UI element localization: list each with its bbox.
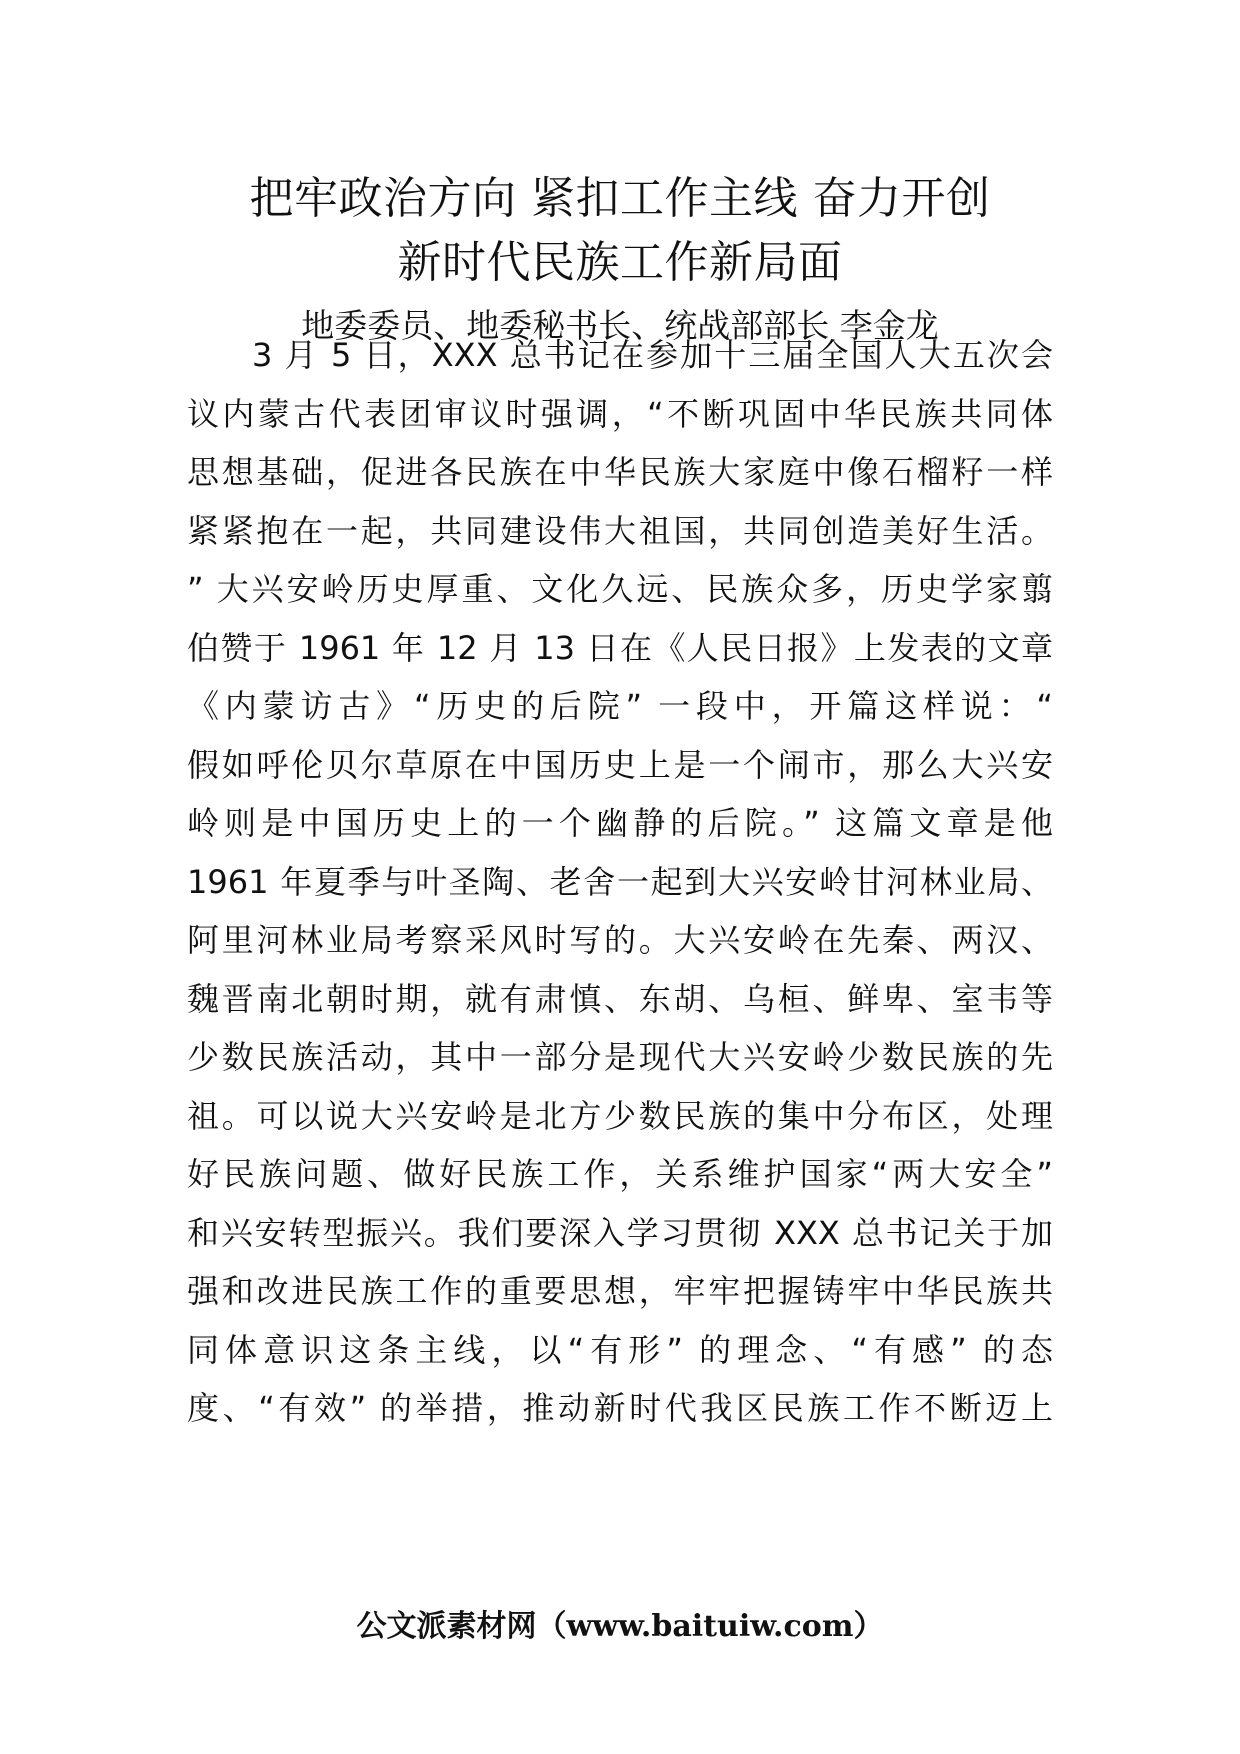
body-line: 《内蒙访古》“历史的后院” 一段中，开篇这样说：“	[187, 687, 1053, 725]
body-line: 好民族问题、做好民族工作，关系维护国家“两大安全”	[187, 1155, 1053, 1193]
body-line: 假如呼伦贝尔草原在中国历史上是一个闹市，那么大兴安	[187, 745, 1053, 784]
body-line: 伯赞于 1961 年 12 月 13 日在《人民日报》上发表的文章	[187, 628, 1053, 667]
body-line: 3 月 5 日，XXX 总书记在参加十三届全国人大五次会	[252, 336, 1053, 374]
body-line: 魏晋南北朝时期，就有肃慎、东胡、乌桓、鲜卑、室韦等	[187, 979, 1053, 1018]
body-line: ” 大兴安岭历史厚重、文化久远、民族众多，历史学家翦	[187, 570, 1053, 608]
document-title-line-2: 新时代民族工作新局面	[397, 237, 843, 288]
body-line: 祖。可以说大兴安岭是北方少数民族的集中分布区，处理	[187, 1096, 1053, 1135]
body-line: 岭则是中国历史上的一个幽静的后院。” 这篇文章是他	[187, 804, 1053, 842]
body-line: 紧紧抱在一起，共同建设伟大祖国，共同创造美好生活。	[187, 511, 1053, 550]
body-line: 议内蒙古代表团审议时强调，“不断巩固中华民族共同体	[187, 394, 1053, 433]
footer-watermark: 公文派素材网（www.baituiw.com）	[356, 1609, 884, 1644]
body-line: 强和改进民族工作的重要思想，牢牢把握铸牢中华民族共	[187, 1272, 1053, 1310]
body-line: 思想基础，促进各民族在中华民族大家庭中像石榴籽一样	[187, 453, 1053, 491]
body-line: 阿里河林业局考察采风时写的。大兴安岭在先秦、两汉、	[187, 921, 1053, 959]
body-line: 少数民族活动，其中一部分是现代大兴安岭少数民族的先	[187, 1038, 1053, 1076]
body-line: 1961 年夏季与叶圣陶、老舍一起到大兴安岭甘河林业局、	[187, 862, 1053, 901]
body-line: 度、“有效” 的举措，推动新时代我区民族工作不断迈上	[187, 1389, 1053, 1427]
body-line: 和兴安转型振兴。我们要深入学习贯彻 XXX 总书记关于加	[187, 1213, 1053, 1252]
document-title-line-1: 把牢政治方向 紧扣工作主线 奋力开创	[249, 173, 991, 224]
body-line: 同体意识这条主线，以“有形” 的理念、“有感” 的态	[187, 1330, 1053, 1369]
author-line: 地委委员、地委秘书长、统战部部长 李金龙	[301, 306, 939, 345]
